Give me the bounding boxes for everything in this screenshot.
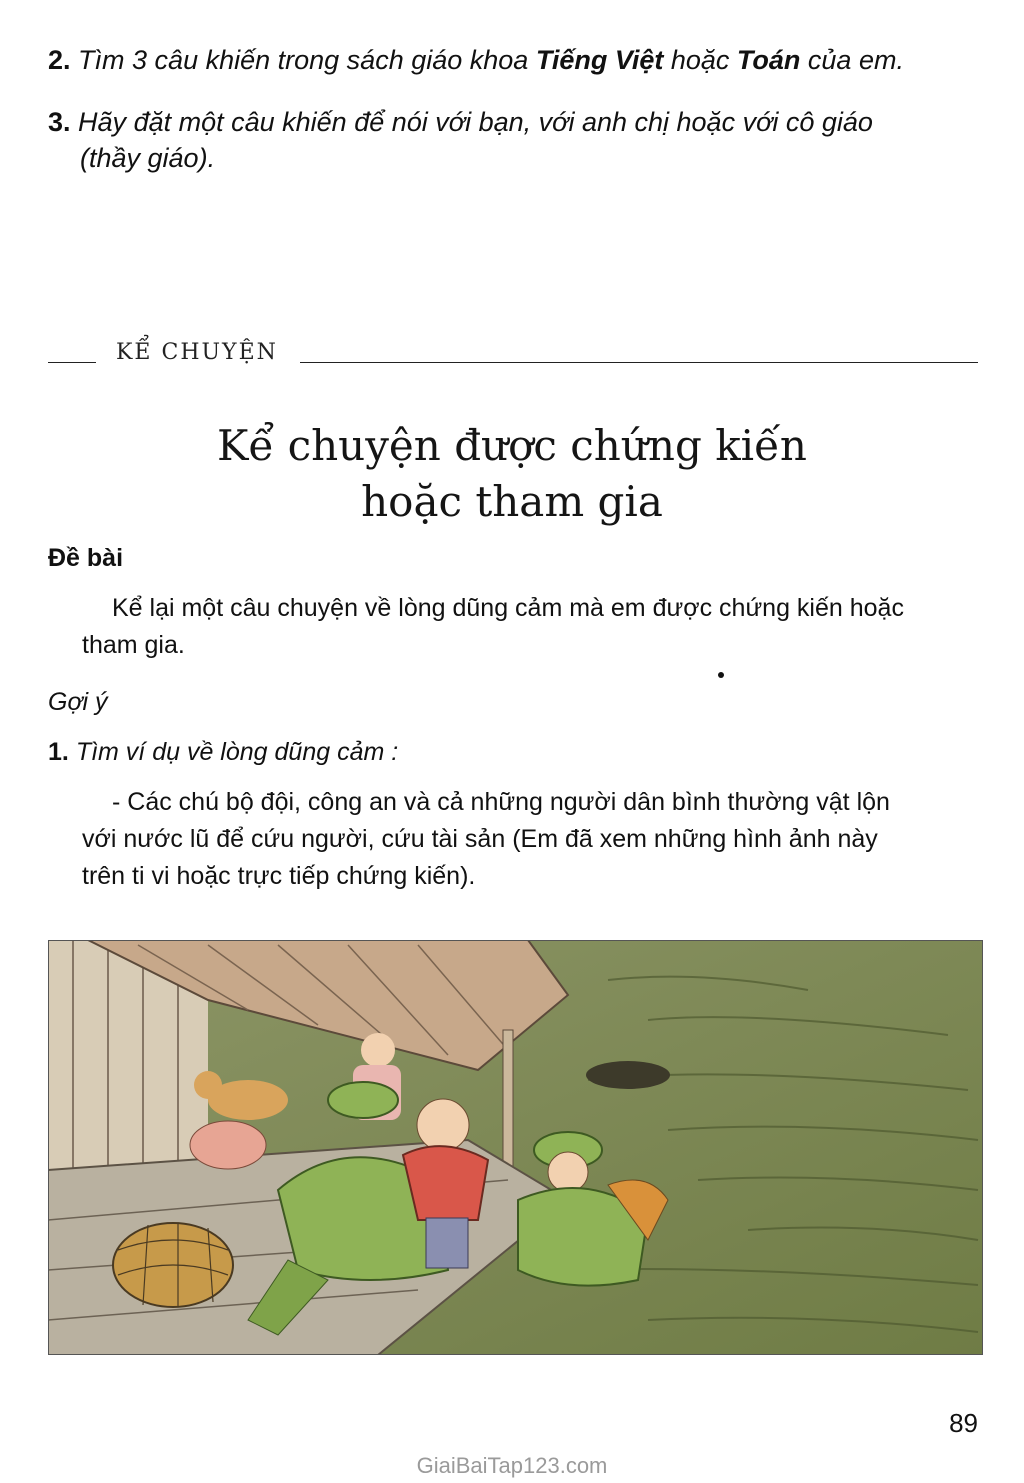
exercise-2-number: 2.	[48, 45, 71, 75]
section-header	[48, 340, 978, 370]
child-shirt	[403, 1146, 488, 1220]
prompt-heading: Đề bài	[48, 544, 124, 572]
exercise-2-text-c: của em.	[800, 45, 904, 75]
flood-rescue-illustration	[48, 940, 983, 1355]
soldier-helmet	[328, 1082, 398, 1118]
hint-bullet-line-2: với nước lũ để cứu người, cứu tài sản (Em đã xem những hình ảnh này	[82, 825, 878, 853]
story-title-line-1: Kể chuyện được chứng kiến	[217, 421, 807, 470]
exercise-3	[48, 104, 988, 176]
prompt-line-1: Kể lại một câu chuyện về lòng dũng cảm mà em được chứng kiến hoặc	[112, 594, 904, 622]
site-watermark: GiaiBaiTap123.com	[416, 1453, 608, 1478]
exercise-2-bold-b: Toán	[736, 45, 801, 75]
floating-debris	[586, 1061, 670, 1089]
exercise-2-text-a: Tìm 3 câu khiến trong sách giáo khoa	[78, 45, 536, 75]
child-head	[417, 1099, 469, 1151]
hint-item-1	[48, 734, 398, 770]
hint-bullet-line-3: trên ti vi hoặc trực tiếp chứng kiến).	[82, 862, 476, 890]
exercise-2-text-b: hoặc	[663, 45, 737, 75]
section-rule-left	[48, 362, 96, 363]
illustration-svg	[48, 940, 983, 1355]
section-label: KỂ CHUYỆN	[116, 340, 278, 365]
prompt-line-2: tham gia.	[82, 631, 185, 659]
pig	[190, 1121, 266, 1169]
exercise-3-line-2: (thầy giáo).	[80, 143, 216, 173]
hint-item-number: 1.	[48, 738, 69, 766]
roof-post	[503, 1030, 513, 1180]
story-title-line-2: hoặc tham gia	[361, 477, 663, 526]
girl-head	[361, 1033, 395, 1067]
dog-head	[194, 1071, 222, 1099]
page-number: 89	[949, 1408, 978, 1438]
exercise-2-bold-a: Tiếng Việt	[535, 45, 664, 75]
section-rule-right	[300, 362, 978, 363]
rescuer-face	[548, 1152, 588, 1192]
exercise-3-line-1: Hãy đặt một câu khiến để nói với bạn, với anh chị hoặc với cô giáo	[78, 107, 873, 137]
stray-dot	[718, 672, 724, 678]
hint-heading: Gợi ý	[48, 688, 108, 716]
hint-bullet-line-1: - Các chú bộ đội, công an và cả những người dân bình thường vật lộn	[112, 788, 890, 816]
exercise-3-number: 3.	[48, 107, 71, 137]
child-pants	[426, 1218, 468, 1268]
exercise-2	[48, 42, 988, 78]
hint-item-text: Tìm ví dụ về lòng dũng cảm :	[75, 738, 399, 766]
